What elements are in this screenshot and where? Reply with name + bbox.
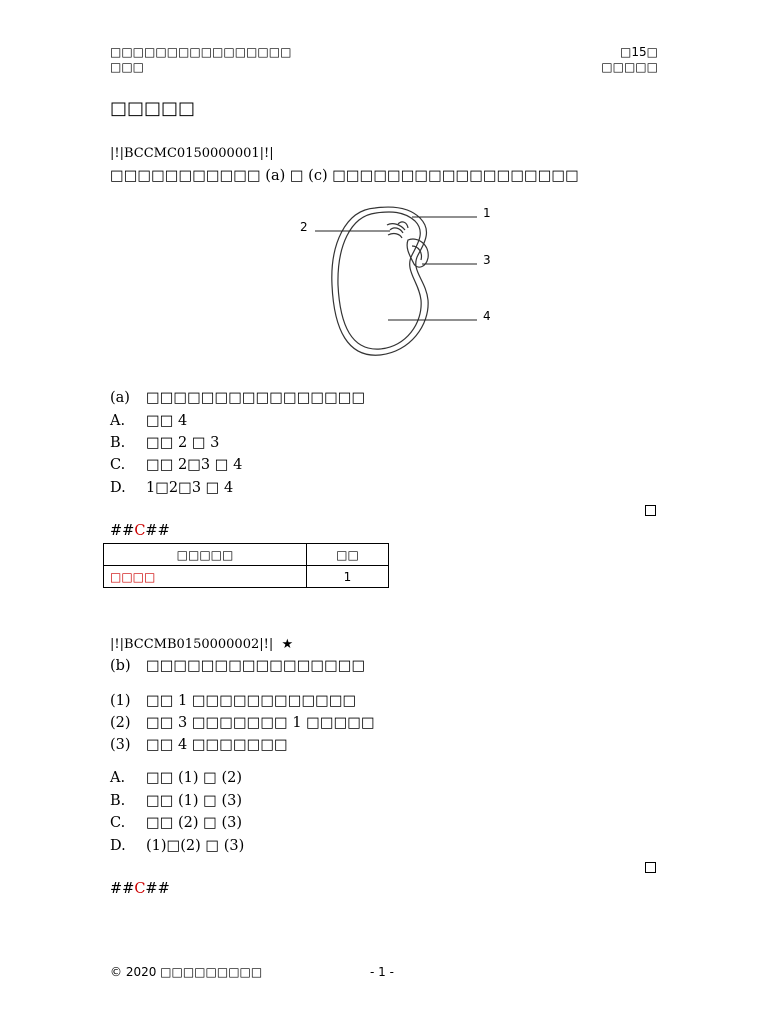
statement-num: (2) [110,715,131,731]
answer-suffix: ## [145,523,170,539]
option-a-2[interactable] [110,769,310,787]
option-d-2[interactable] [110,837,310,855]
option-text: □□ (1) □ (3) [146,793,243,809]
part-a-label: (a) [110,390,130,406]
statement-text: □□ 3 □□□□□□□ 1 □□□□□ [146,715,375,731]
part-b-text: □□□□□□□□□□□□□□□□ [146,658,366,674]
option-d[interactable] [110,479,310,497]
section-title: □□□□□ [110,98,196,119]
diagram-label-2: 2 [300,220,308,234]
seed-diagram [290,200,500,365]
table-cell: 1 [307,566,389,588]
option-text: □□ 2□3 □ 4 [146,457,243,473]
statement-text: □□ 1 □□□□□□□□□□□□ [146,693,357,709]
statement-num: (1) [110,693,131,709]
option-letter: C. [110,815,126,831]
header-right-line1: □15□ [620,45,658,59]
part-a-text: □□□□□□□□□□□□□□□□ [146,390,366,406]
footer-page-number: - 1 - [370,965,394,979]
label-lines [315,217,477,320]
part-b-question [110,657,510,675]
star-icon: ★ [281,637,294,652]
question-code-2 [110,636,293,654]
option-letter: B. [110,435,126,451]
answer-suffix: ## [145,881,170,897]
option-c[interactable] [110,456,310,474]
table-header-row [104,544,389,566]
option-c-2[interactable] [110,814,310,832]
answer-key-1 [110,522,170,540]
answer-key-2 [110,880,170,898]
option-letter: B. [110,793,126,809]
statement-1 [110,692,510,710]
statement-3 [110,736,510,754]
diagram-label-4: 4 [483,309,491,323]
option-text: 1□2□3 □ 4 [146,480,234,496]
option-letter: D. [110,838,126,854]
option-b-2[interactable] [110,792,310,810]
option-b[interactable] [110,434,310,452]
question-stem: □□□□□□□□□□□ (a) □ (c) □□□□□□□□□□□□□□□□□□ [110,168,579,184]
answer-letter: C [134,523,146,539]
option-letter: A. [110,770,126,786]
option-text: □□ (2) □ (3) [146,815,243,831]
answer-checkbox-2[interactable] [645,862,656,873]
seed-outline [332,207,428,355]
answer-letter: C [134,881,146,897]
option-a[interactable] [110,412,310,430]
option-text: □□ 4 [146,413,188,429]
question-code: |!|BCCMC0150000001|!| [110,146,274,161]
option-letter: A. [110,413,126,429]
option-letter: D. [110,480,126,496]
option-letter: C. [110,457,126,473]
table-header-cell: □□ [307,544,389,566]
statement-2 [110,714,510,732]
statement-num: (3) [110,737,131,753]
statement-text: □□ 4 □□□□□□□ [146,737,288,753]
option-text: (1)□(2) □ (3) [146,838,245,854]
header-left-line2: □□□ [110,60,145,74]
part-b-label: (b) [110,658,131,674]
answer-prefix: ## [110,523,135,539]
answer-checkbox-1[interactable] [645,505,656,516]
header-left-line1: □□□□□□□□□□□□□□□□ [110,45,292,59]
answer-prefix: ## [110,881,135,897]
marks-table [103,543,389,588]
option-text: □□ (1) □ (2) [146,770,243,786]
table-row [104,566,389,588]
header-right-line2: □□□□□ [601,60,658,74]
diagram-label-3: 3 [483,253,491,267]
option-text: □□ 2 □ 3 [146,435,220,451]
table-cell: □□□□ [104,566,307,588]
diagram-label-1: 1 [483,206,491,220]
part-a-question [110,389,510,407]
table-header-cell: □□□□□ [104,544,307,566]
footer-copyright: © 2020 □□□□□□□□□ [110,965,263,979]
question-code-text: |!|BCCMB0150000002|!| [110,637,274,652]
